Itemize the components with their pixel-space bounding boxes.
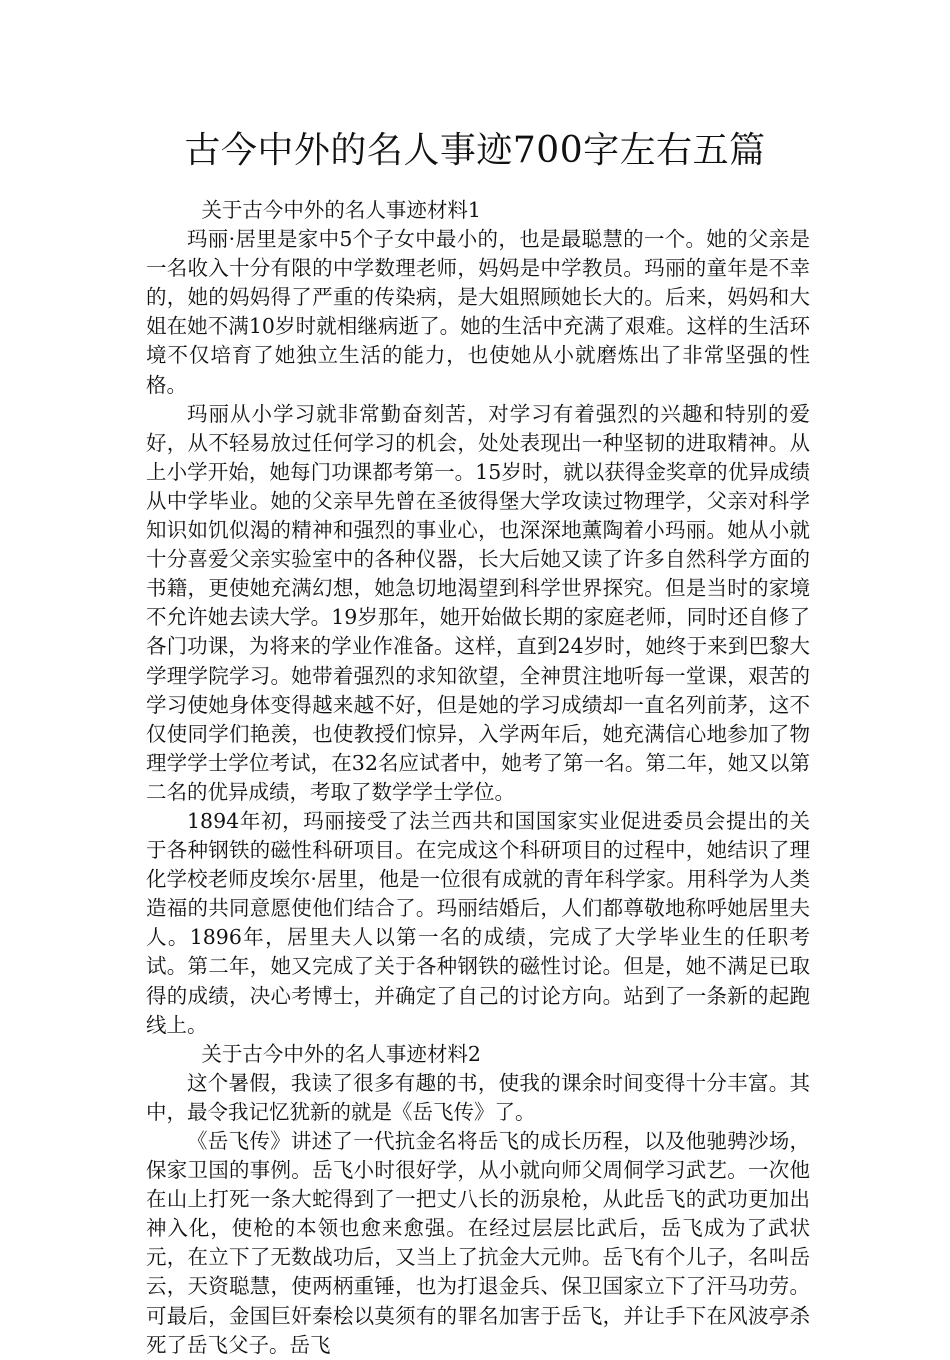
page-title: 古今中外的名人事迹700字左右五篇 — [184, 130, 766, 171]
paragraph-5: 《岳飞传》讲述了一代抗金名将岳飞的成长历程，以及他驰骋沙场，保家卫国的事例。岳飞小时很好学，从小就向师父周侗学习武艺。一次他在山上打死一条大蛇得到了一把丈八长的沥泉枪，从此岳飞的武功更加出神入化，使枪的本领也愈来愈强。在经过层层比武后，岳飞成为了武状元，在立下了无数战功后，又当上了抗金大元帅。岳飞有个儿子，名叫岳云，天资聪慧，使两柄重锤，也为打退金兵、保卫国家立下了汗马功劳。可最后，金国巨奸秦桧以莫须有的罪名加害于岳飞，并让手下在风波亭杀死了岳飞父子。岳飞 — [146, 1129, 810, 1357]
section-heading-1: 关于古今中外的名人事迹材料1 — [201, 198, 481, 222]
paragraph-2: 玛丽从小学习就非常勤奋刻苦，对学习有着强烈的兴趣和特别的爱好，从不轻易放过任何学习的机会，处处表现出一种坚韧的进取精神。从上小学开始，她每门功课都考第一。15岁时，就以获得金奖章的优异成绩从中学毕业。她的父亲早先曾在圣彼得堡大学攻读过物理学，父亲对科学知识如饥似渴的精神和强烈的事业心，也深深地薰陶着小玛丽。她从小就十分喜爱父亲实验室中的各种仪器，长大后她又读了许多自然科学方面的书籍，更使她充满幻想，她急切地渴望到科学世界探究。但是当时的家境不允许她去读大学。19岁那年，她开始做长期的家庭老师，同时还自修了各门功课，为将来的学业作准备。这样，直到24岁时，她终于来到巴黎大学理学院学习。她带着强烈的求知欲望，全神贯注地听每一堂课，艰苦的学习使她身体变得越来越不好，但是她的学习成绩却一直名列前茅，这不仅使同学们艳羡，也使教授们惊异，入学两年后，她充满信心地参加了物理学学士学位考试，在32名应试者中，她考了第一名。第二年，她又以第二名的优异成绩，考取了数学学士学位。 — [146, 401, 810, 804]
section-heading-2: 关于古今中外的名人事迹材料2 — [201, 1041, 481, 1066]
paragraph-4: 这个暑假，我读了很多有趣的书，使我的课余时间变得十分丰富。其中，最令我记忆犹新的就是《岳飞传》了。 — [146, 1070, 810, 1124]
paragraph-1: 玛丽·居里是家中5个子女中最小的，也是最聪慧的一个。她的父亲是一名收入十分有限的中学数理老师，妈妈是中学教员。玛丽的童年是不幸的，她的妈妈得了严重的传染病，是大姐照顾她长大的。后来，妈妈和大姐在她不满10岁时就相继病逝了。她的生活中充满了艰难。这样的生活环境不仅培育了她独立生活的能力，也使她从小就磨炼出了非常坚强的性格。 — [146, 227, 810, 397]
paragraph-3: 1894年初，玛丽接受了法兰西共和国国家实业促进委员会提出的关于各种钢铁的磁性科研项目。在完成这个科研项目的过程中，她结识了理化学校老师皮埃尔·居里，他是一位很有成就的青年科学家。用科学为人类造福的共同意愿使他们结合了。玛丽结婚后，人们都尊敬地称呼她居里夫人。1896年，居里夫人以第一名的成绩，完成了大学毕业生的任职考试。第二年，她又完成了关于各种钢铁的磁性讨论。但是，她不满足已取得的成绩，决心考博士，并确定了自己的讨论方向。站到了一条新的起跑线上。 — [146, 808, 810, 1037]
document-body — [146, 196, 810, 1360]
